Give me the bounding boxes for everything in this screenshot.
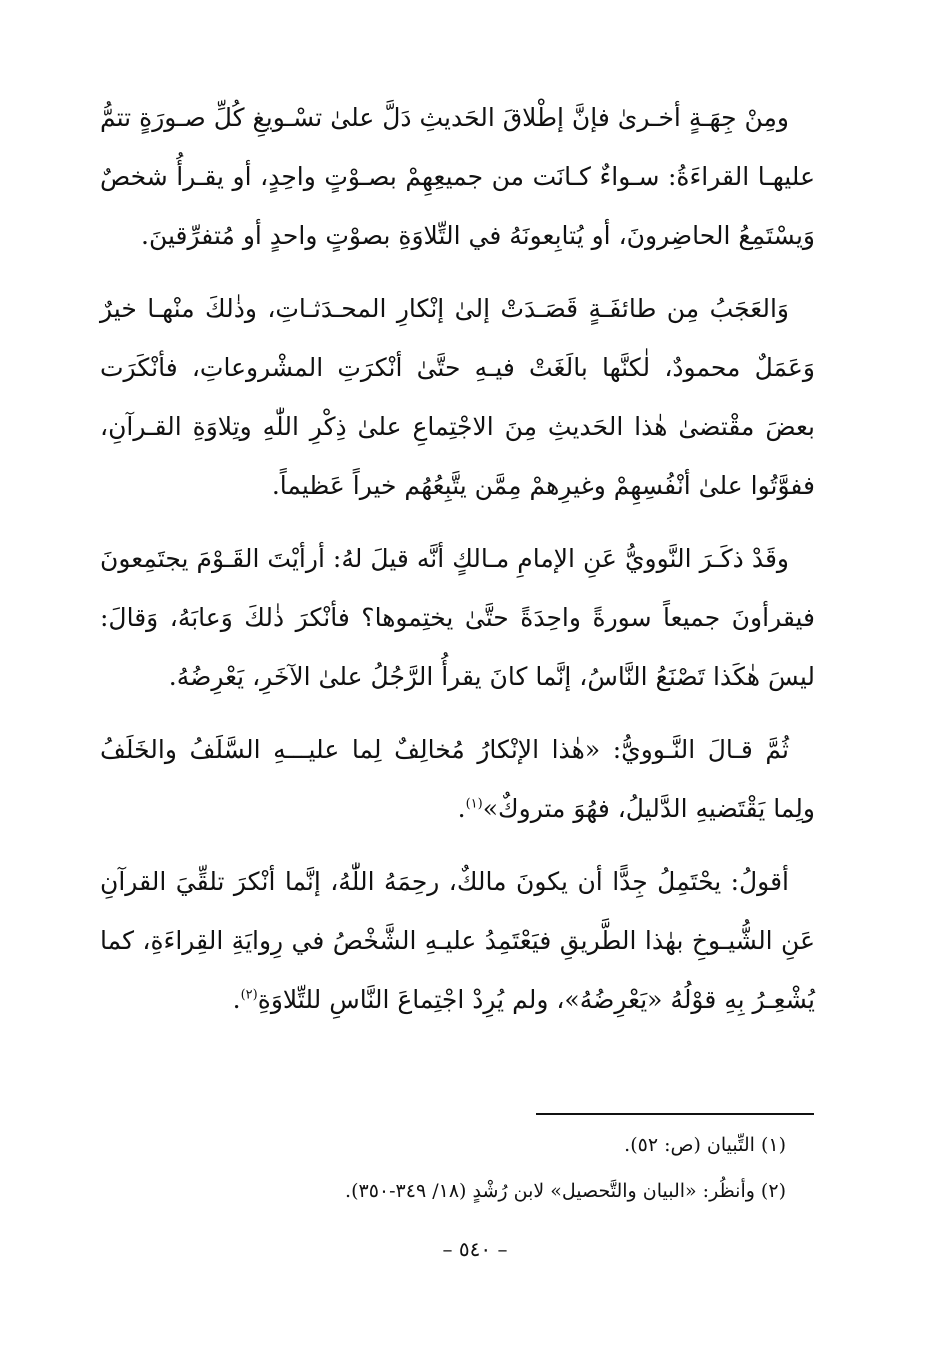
paragraph-3 (100, 529, 815, 706)
paragraph-5-tail: . (232, 985, 241, 1014)
footnote-divider (536, 1113, 814, 1115)
paragraph-1-text: ومِنْ جِهَـةٍ أخـرىٰ فإنَّ إطْلاقَ الحَديثِ دَلَّ علىٰ تسْـويغِ كُلِّ صـورَةٍ تتمُّ عليهـا القراءَةُ: سـواءٌ كـانَت من جميعِهِمْ بصـوْتٍ واحِدٍ، أو يقـرأُ شخصٌ وَيسْتَمِعُ الحاضِرونَ، أو يُتابِعونَهُ في التِّلاوَةِ بصوْتٍ واحدٍ أو مُتفرِّقينَ. (100, 103, 815, 250)
footnote-2: (٢) وأنظُر: «البيان والتَّحصيل» لابن رُشْدٍ (١٨/ ٣٤٩-٣٥٠). (345, 1180, 786, 1202)
paragraph-5 (100, 852, 815, 1029)
footnotes (130, 1122, 786, 1214)
paragraph-2-text: وَالعَجَبُ مِن طائفَـةٍ قَصَـدَتْ إلىٰ إنْكارِ المحـدَثـاتِ، وذٰلكَ منْهـا خيرٌ وَعَمَلٌ محمودٌ، لٰكنَّها بالَغَتْ فيـهِ حتَّىٰ أنْكرَتِ المشْروعاتِ، فأنْكَرَت بعضَ مقْتضىٰ هٰذا الحَديثِ مِنَ الاجْتِماعِ علىٰ ذِكْرِ اللّٰهِ وتِلاوَةِ القـرآنِ، ففوَّتُوا علىٰ أنْفُسِهِمْ وغيرِهمْ مِمَّن يتَّبِعُهُم خيراً عَظيماً. (100, 294, 815, 500)
footnote-1: (١) التِّبيان (ص: ٥٢). (624, 1134, 786, 1156)
paragraph-2 (100, 279, 815, 515)
footnote-ref-1[interactable]: (١) (465, 796, 483, 812)
paragraph-3-text: وقَدْ ذكَـرَ النَّوويُّ عَنِ الإمامِ مـالكٍ أنَّه قيلَ لهُ: أرأيْتَ القَـوْمَ يجتَمِعونَ فيقرأونَ جميعاً سورةً واحِدَةً حتَّىٰ يختِموها؟ فأنْكرَ ذٰلكَ وَعابَهُ، وَقالَ: ليسَ هٰكَذا تَصْنَعُ النَّاسُ، إنَّما كانَ يقرأُ الرَّجُلُ علىٰ الآخَرِ، يَعْرِضُهُ. (100, 544, 815, 691)
paragraph-4-text: ثُمَّ قـالَ النَّـوويُّ: «هٰذا الإنْكارُ مُخالِفٌ لِما عليـــهِ السَّلَفُ والخَلَفُ ولِما يَقْتَضيهِ الدَّليلُ، فهُوَ متروكٌ» (100, 735, 815, 823)
paragraph-4 (100, 720, 815, 838)
footnote-ref-2[interactable]: (٢) (240, 987, 258, 1003)
page-number: – ٥٤٠ – (442, 1237, 508, 1261)
paragraph-5-text: أقولُ: يحْتَمِلُ جِدًّا أن يكونَ مالكٌ، رحِمَهُ اللّٰهُ، إنَّما أنْكرَ تلقِّيَ القرآنِ عَنِ الشُّيـوخِ بهٰذا الطَّريقِ فيَعْتَمِدُ عليـهِ الشَّخْصُ في رِوايَةِ القِراءَةِ، كما يُشْعِـرُ بِهِ قوْلُهُ «يَعْرِضُهُ»، ولم يُرِدْ اجْتِماعَ النَّاسِ للتِّلاوَةِ (100, 867, 815, 1014)
paragraph-1 (100, 88, 815, 265)
paragraph-4-tail: . (457, 794, 466, 823)
main-text (100, 88, 815, 1029)
